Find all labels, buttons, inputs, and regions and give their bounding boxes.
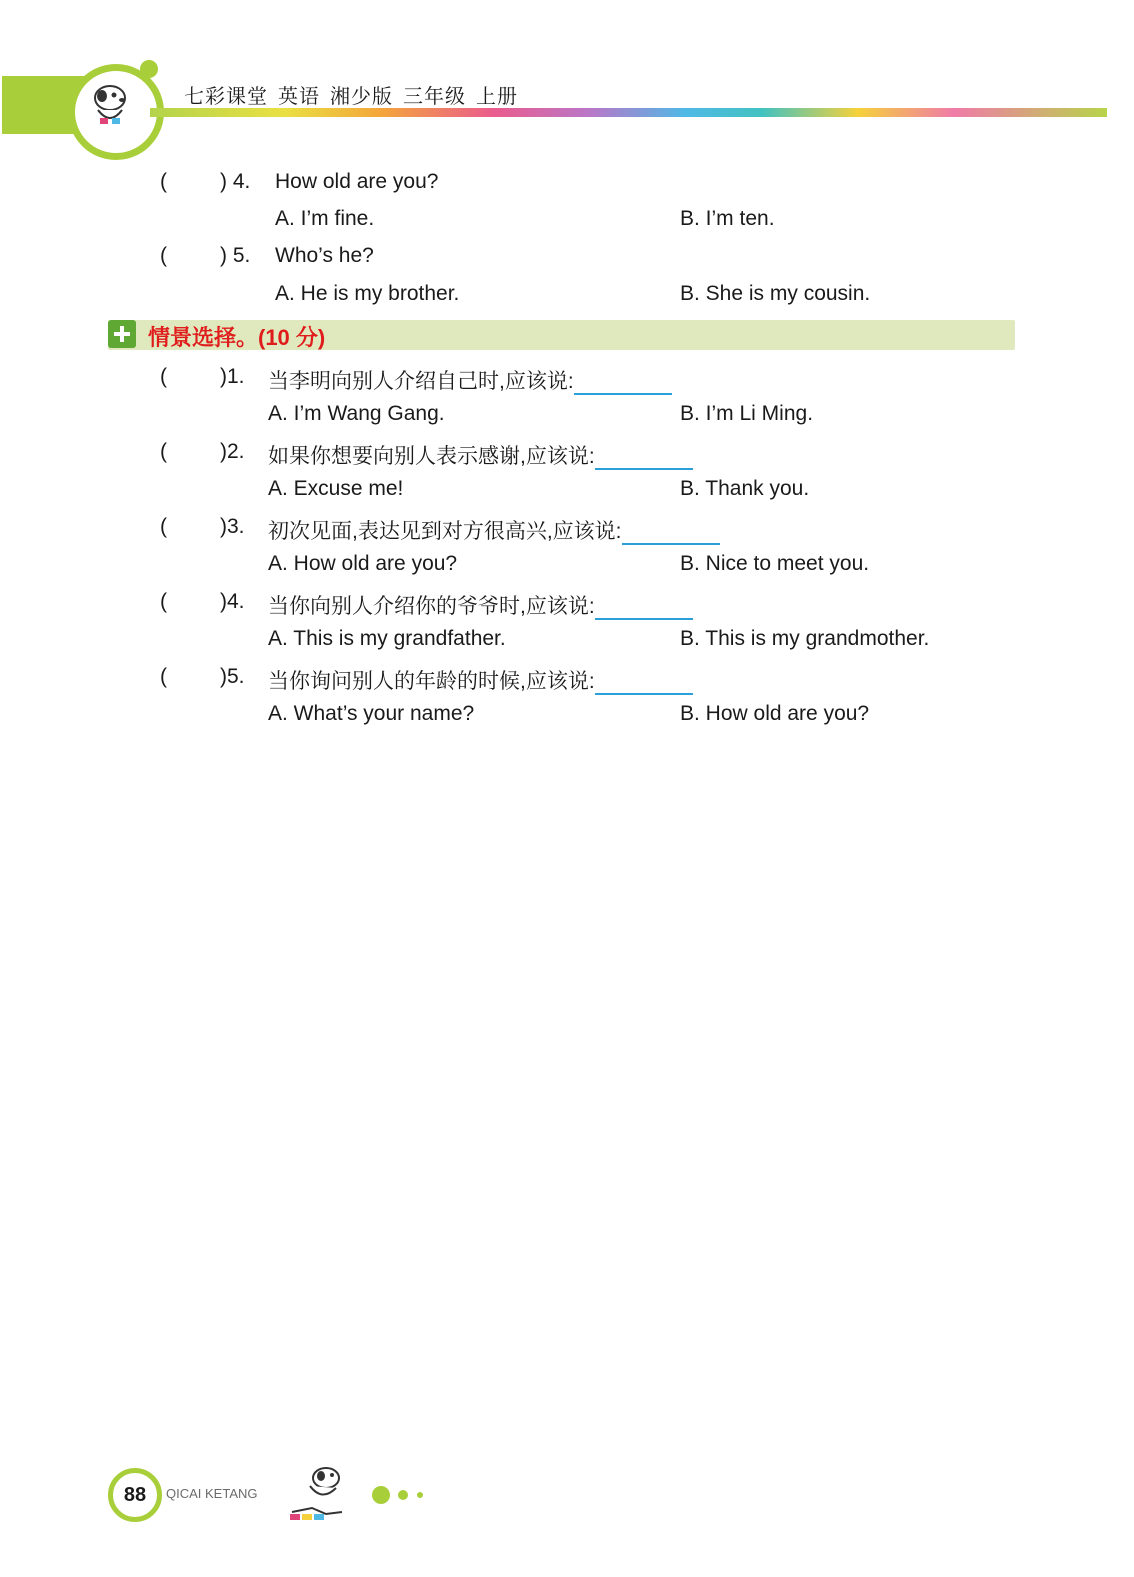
question-text: Who’s he?: [275, 244, 374, 267]
answer-paren[interactable]: (: [160, 170, 167, 193]
question-number: )5.: [220, 665, 245, 688]
section-title: 情景选择。(10 分): [148, 325, 326, 350]
answer-blank[interactable]: [595, 596, 693, 620]
header-title: [184, 80, 528, 109]
question-number: )4.: [220, 590, 245, 613]
header-dot: [140, 60, 158, 78]
header-rainbow-bar: [150, 108, 1107, 117]
question-number: )2.: [220, 440, 245, 463]
question-number: ) 4.: [220, 170, 251, 193]
question-number: ) 5.: [220, 244, 251, 267]
decor-dot: [417, 1492, 423, 1498]
option-b: B. Nice to meet you.: [680, 552, 870, 575]
question-text: 如果你想要向别人表示感谢,应该说:: [268, 440, 693, 470]
option-b: B. This is my grandmother.: [680, 627, 930, 650]
book-name: 七彩课堂: [184, 86, 268, 108]
question-number: )1.: [220, 365, 245, 388]
answer-paren[interactable]: (: [160, 365, 167, 388]
option-b: B. How old are you?: [680, 702, 870, 725]
answer-blank[interactable]: [595, 671, 693, 695]
grade-name: 三年级: [403, 86, 466, 108]
option-b: B. I’m ten.: [680, 207, 775, 230]
question-text: 当你向别人介绍你的爷爷时,应该说:: [268, 590, 693, 620]
question-text: 当李明向别人介绍自己时,应该说:: [268, 365, 672, 395]
subject-name: 英语: [278, 86, 320, 108]
answer-blank[interactable]: [622, 521, 720, 545]
edition-name: 湘少版: [330, 86, 393, 108]
answer-paren[interactable]: (: [160, 244, 167, 267]
answer-paren[interactable]: (: [160, 665, 167, 688]
answer-paren[interactable]: (: [160, 515, 167, 538]
decor-dot: [372, 1486, 390, 1504]
volume-name: 上册: [476, 86, 518, 108]
question-text: 初次见面,表达见到对方很高兴,应该说:: [268, 515, 720, 545]
option-a: A. I’m Wang Gang.: [268, 402, 445, 425]
option-a: A. This is my grandfather.: [268, 627, 506, 650]
question-text: 当你询问别人的年龄的时候,应该说:: [268, 665, 693, 695]
brand-label: QICAI KETANG: [166, 1486, 258, 1501]
dog-mascot-icon: [282, 1462, 352, 1524]
option-a: A. What’s your name?: [268, 702, 475, 725]
answer-blank[interactable]: [574, 371, 672, 395]
question-text: How old are you?: [275, 170, 439, 193]
answer-blank[interactable]: [595, 446, 693, 470]
option-a: A. I’m fine.: [275, 207, 375, 230]
decor-dot: [398, 1490, 408, 1500]
answer-paren[interactable]: (: [160, 590, 167, 613]
option-b: B. I’m Li Ming.: [680, 402, 814, 425]
question-number: )3.: [220, 515, 245, 538]
option-a: A. Excuse me!: [268, 477, 404, 500]
dog-mascot-icon: [80, 76, 140, 136]
option-a: A. He is my brother.: [275, 282, 460, 305]
option-b: B. Thank you.: [680, 477, 810, 500]
option-b: B. She is my cousin.: [680, 282, 871, 305]
plus-icon: [108, 320, 136, 348]
answer-paren[interactable]: (: [160, 440, 167, 463]
option-a: A. How old are you?: [268, 552, 458, 575]
page-number: 88: [123, 1484, 147, 1506]
